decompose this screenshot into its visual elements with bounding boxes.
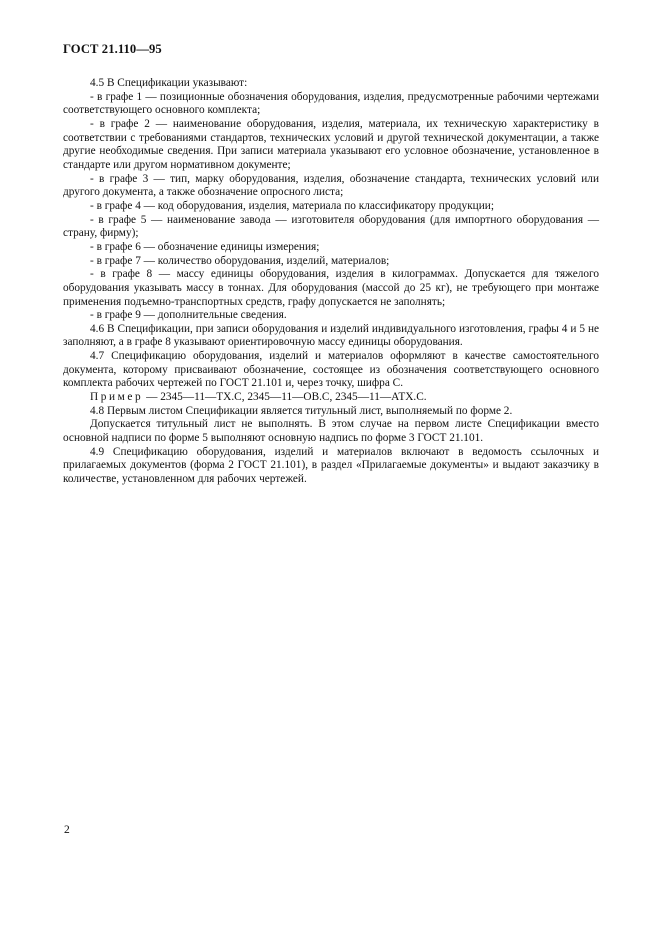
paragraph-4-6: 4.6 В Спецификации, при записи оборудования и изделий индивидуального изготовления, графы 4 и 5 не заполняют, а в графе 8 указывают ориентировочную массу единицы оборудования.	[63, 322, 599, 349]
list-item-column-5: - в графе 5 — наименование завода — изготовителя оборудования (для импортного оборудования — страну, фирму);	[63, 213, 599, 240]
list-item-column-8: - в графе 8 — массу единицы оборудования, изделия в килограммах. Допускается для тяжелого оборудования указывать массу в тоннах. Для оборудования (массой до 25 кг), не требующего при монтаже применения подъемно-транспортных средств, графу допускается не заполнять;	[63, 268, 599, 308]
list-item-column-7: - в графе 7 — количество оборудования, изделий, материалов;	[90, 254, 390, 267]
paragraph-4-9: 4.9 Спецификацию оборудования, изделий и материалов включают в ведомость ссылочных и прилагаемых документов (форма 2 ГОСТ 21.101), в раздел «Прилагаемые документы» и выдают заказчику в количестве, установленном для рабочих чертежей.	[63, 445, 599, 486]
example-label: Пример	[90, 391, 144, 404]
list-item-column-2: - в графе 2 — наименование оборудования, изделия, материала, их техническую характеристику в соответствии с требованиями стандартов, технических условий и другой технической документации, а также другие необходимые сведения. При записи материала указывают его условное обозначение, установленное в стандарте или другом нормативном документе;	[63, 117, 599, 171]
list-item-column-4: - в графе 4 — код оборудования, изделия, материала по классификатору продукции;	[90, 199, 494, 212]
example-line	[63, 391, 599, 405]
paragraph-title-sheet-note: Допускается титульный лист не выполнять. В этом случае на первом листе Спецификации вместо основной надписи по форме 5 выполняют основную надпись по форме 3 ГОСТ 21.101.	[63, 418, 599, 445]
document-body	[63, 77, 599, 487]
list-item-column-3: - в графе 3 — тип, марку оборудования, изделия, обозначение стандарта, технических условий или другого документа, а также обозначение опросного листа;	[63, 172, 599, 199]
list-item-column-9: - в графе 9 — дополнительные сведения.	[90, 309, 287, 322]
list-item-column-6: - в графе 6 — обозначение единицы измерения;	[90, 240, 320, 253]
paragraph-4-7: 4.7 Спецификацию оборудования, изделий и материалов оформляют в качестве самостоятельного документа, которому присваивают обозначение, состоящее из обозначения соответствующего основного комплекта рабочих чертежей по ГОСТ 21.101 и, через точку, шифра С.	[63, 350, 599, 390]
document-code-header: ГОСТ 21.110—95	[63, 42, 162, 56]
paragraph-4-5-intro: 4.5 В Спецификации указывают:	[90, 77, 248, 89]
paragraph-4-8: 4.8 Первым листом Спецификации является титульный лист, выполняемый по форме 2.	[90, 404, 513, 417]
list-item-column-1: - в графе 1 — позиционные обозначения оборудования, изделия, предусмотренные рабочими чертежами соответствующего основного комплекта;	[63, 90, 599, 117]
page-number: 2	[64, 824, 70, 836]
example-text: — 2345—11—ТХ.С, 2345—11—ОВ.С, 2345—11—АТХ.С.	[143, 391, 427, 404]
